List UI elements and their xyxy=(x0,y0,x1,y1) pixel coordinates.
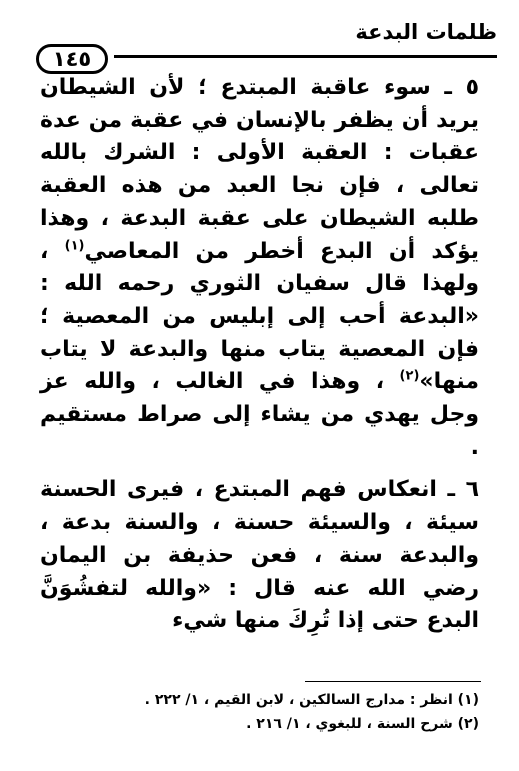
footnote-2: (٢) شرح السنة ، للبغوي ، ١/ ٢١٦ . xyxy=(246,716,479,732)
footnote-rule xyxy=(305,681,481,682)
paragraph-5-part-1: ٥ ـ سوء عاقبة المبتدع ؛ لأن الشيطان يريد أن يظفر بالإنسان في عقبة من عدة عقبات : العقبة الأولى : الشرك بالله تعالى ، فإن نجا العبد من هذه العقبة طلبه الشيطان على عقبة البدعة ، وهذا يؤكد أن البدع أخطر من المعاصي xyxy=(40,75,479,264)
footnote-1: (١) انظر : مدارج السالكين ، لابن القيم ، ١/ ٢٢٢ . xyxy=(144,692,479,708)
footnote-ref-1: (١) xyxy=(64,238,85,254)
header-rule xyxy=(114,55,497,58)
paragraph-5-part-2: ، ولهذا قال سفيان الثوري رحمه الله : «البدعة أحب إلى إبليس من المعصية ؛ فإن المعصية يتاب منها والبدعة لا يتاب منها» xyxy=(40,238,479,395)
page-header xyxy=(18,6,501,71)
footnote-ref-2: (٢) xyxy=(399,369,420,384)
paragraph-6: ٦ ـ انعكاس فهم المبتدع ، فيرى الحسنة سيئة ، والسيئة حسنة ، والسنة بدعة ، والبدعة سنة ، فعن حذيفة بن اليمان رضي الله عنه قال : «والله لتفشُوَنَّ البدع حتى إذا تُرِكَ منها شيء xyxy=(40,477,479,634)
footnotes xyxy=(40,688,479,736)
running-title: ظلمات البدعة xyxy=(355,20,497,44)
paragraph-5-part-3: ، وهذا في الغالب ، والله عز وجل يهدي من يشاء إلى صراط مستقيم . xyxy=(40,369,479,460)
body-text xyxy=(40,72,479,638)
page-number-badge xyxy=(36,44,108,74)
paragraph-5 xyxy=(40,72,479,464)
page-number: ١٤٥ xyxy=(52,47,92,71)
